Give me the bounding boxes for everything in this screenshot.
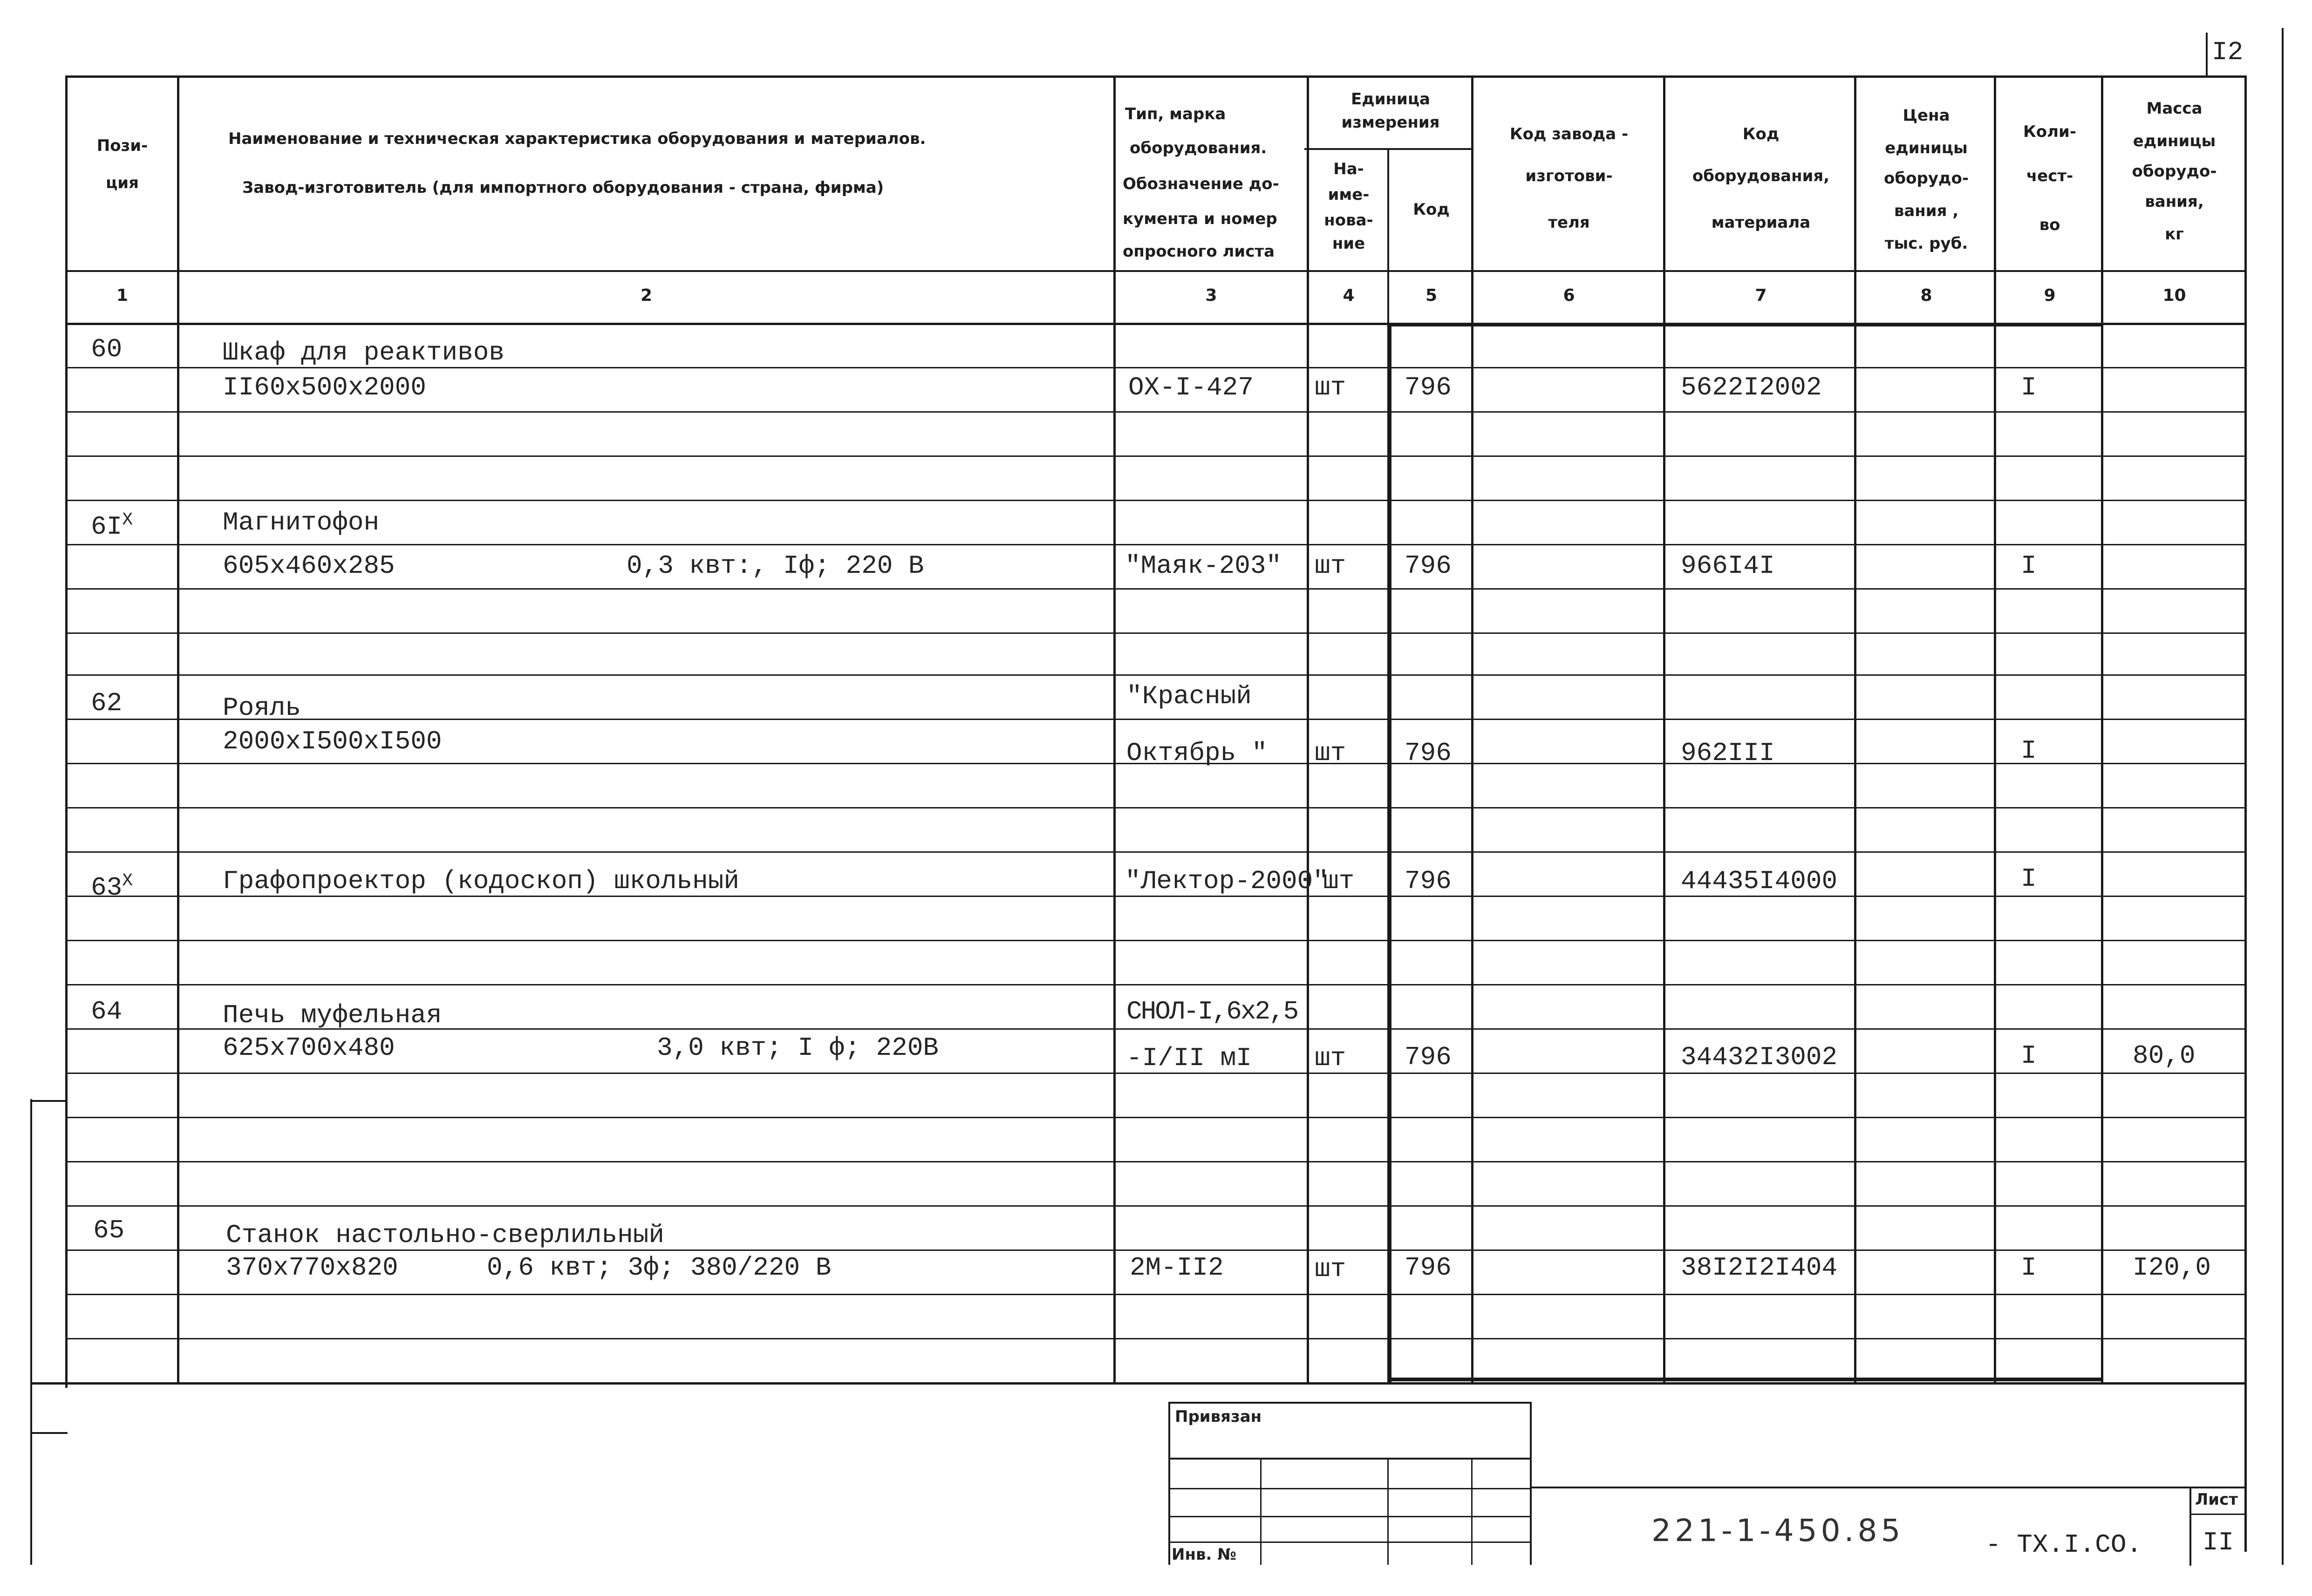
quantity: I	[2021, 864, 2037, 894]
table-bottom-border	[30, 1382, 2246, 1385]
row-line	[65, 1117, 2246, 1118]
unit-name: шт	[1315, 373, 1346, 402]
title-block-line	[1532, 1487, 2246, 1488]
col-num: 8	[1920, 286, 1932, 305]
quantity: I	[2021, 1253, 2037, 1283]
unit-code: 796	[1405, 738, 1452, 768]
col-line-3	[1307, 75, 1309, 1384]
document-code: - ТХ.I.СО.	[1985, 1530, 2142, 1560]
unit-code: 796	[1405, 866, 1452, 896]
quantity: I	[2021, 736, 2037, 766]
table-top-border	[65, 75, 2246, 78]
item-type: "Маяк-203"	[1125, 551, 1282, 581]
row-line	[65, 632, 2246, 634]
stamp-left	[1168, 1402, 1170, 1565]
item-power: 0,6 квт; 3ф; 380/220 В	[487, 1253, 832, 1283]
unit-name: шт	[1315, 1043, 1346, 1073]
row-line	[65, 1294, 2246, 1295]
item-name: Графопроектор (кодоскоп) школьный	[223, 866, 739, 896]
col-line-1	[177, 75, 179, 1384]
position: 64	[91, 997, 123, 1026]
header-bottom	[65, 270, 2246, 272]
item-name: Магнитофон	[223, 508, 380, 537]
hdr-type: Тип, марка	[1125, 105, 1226, 123]
equipment-code: 962III	[1681, 738, 1775, 768]
item-dimensions: 605x460x285	[223, 551, 395, 581]
item-power: 3,0 квт; I ф; 220В	[657, 1033, 939, 1063]
row-line	[65, 807, 2246, 808]
item-type: 2М-II2	[1130, 1253, 1224, 1283]
row-line	[65, 984, 2246, 985]
col-line-9	[2101, 75, 2103, 1384]
col-num: 9	[2044, 286, 2056, 305]
col-num: 5	[1425, 286, 1438, 305]
hdr-unit: Единица	[1351, 90, 1430, 109]
item-type-line2: Октябрь "	[1126, 738, 1268, 768]
unit-code: 796	[1405, 373, 1452, 402]
item-power: 0,3 квт:, Iф; 220 В	[627, 551, 924, 581]
row-line	[65, 1161, 2246, 1162]
equipment-code: 5622I2002	[1681, 373, 1822, 402]
col-num: 4	[1343, 286, 1355, 305]
item-dimensions: 370x770x820	[226, 1253, 398, 1283]
stamp-top	[1168, 1402, 1532, 1404]
row-line	[65, 674, 2246, 676]
corner-sheet-number: I2	[2212, 37, 2244, 67]
position: 65	[93, 1216, 125, 1245]
unit-code: 796	[1405, 551, 1452, 581]
margin-tick-1	[30, 1100, 68, 1102]
row-line	[65, 719, 2246, 720]
unit-code: 796	[1405, 1042, 1452, 1072]
table-left-border	[65, 75, 68, 1388]
corner-box-left	[2206, 33, 2208, 77]
item-type-line1: "Красный	[1126, 681, 1252, 711]
item-name: Шкаф для реактивов	[223, 338, 505, 367]
inventory-label: Инв. №	[1172, 1545, 1237, 1564]
import-mark: X	[122, 510, 133, 530]
stamp-line	[1168, 1542, 1532, 1543]
stamp-right	[1530, 1402, 1532, 1565]
quantity: I	[2021, 551, 2037, 581]
drawing-sheet: I2 Пози- ция Наименование и техническая характеристика оборудования и материалов. Завод-изготовитель (для импортного оборудования - страна, фирма) Тип, марка оборудования. Обозначение до- кумента и номер опросного листа Единица измерения На- име- нова- ние Код Код завода - изготови- теля Код оборудования, материала Цена единицы оборудо- вания , тыс. руб. Коли- чест- во Масса единицы оборудо- вания, кг 1 2 3 4 5 6 7 8 9 10 60 Шкаф для реактивов II60x500x2000 ОХ-I-427 шт 796 5622I2002 I $6I^X$ Магнитофон 605x460x285 0,3 квт:, Iф; 220 В "Маяк-203" шт 796 966I4I I 62 Рояль 2000xI500xI500 "Красный Октябрь " шт 796 962III I $63^X$ Графопроектор (кодоскоп) школьный "Лектор-2000" шт 796 44435I4000 I 64 Печь муфельная 625x700x480 3,0 квт; I ф; 220В СНОЛ-I,6x2,5 -I/II мI шт 796 34432I3002 I 80,0 65 Станок настольно-сверлильный 370x770x820 0,6 квт; 3ф; 380/220 В 2М-II2 шт 796 38I2I2I404 I I20,0 Привязан Инв. № 221-1-450.85 - ТХ.I.СО. Лист II	[0, 0, 2312, 1596]
row-line	[65, 851, 2246, 853]
stamp-line	[1168, 1458, 1532, 1460]
unit-name: шт	[1315, 738, 1346, 768]
item-type: "Лектор-2000"	[1125, 866, 1329, 896]
sheet-label: Лист	[2195, 1490, 2238, 1509]
row-line	[65, 411, 2246, 413]
equipment-code: 34432I3002	[1681, 1042, 1838, 1072]
col-line-5	[1471, 75, 1473, 1384]
col-num: 1	[116, 286, 129, 305]
stamp-col	[1260, 1458, 1262, 1565]
sheet-box-left	[2189, 1487, 2191, 1566]
item-dimensions: 625x700x480	[223, 1033, 395, 1063]
position: $6I^X$	[91, 510, 133, 542]
hdr-position: Пози-	[96, 136, 148, 155]
item-type-line1: СНОЛ-I,6x2,5	[1126, 997, 1298, 1026]
item-dimensions: 2000xI500xI500	[223, 727, 442, 756]
row-line	[65, 1338, 2246, 1339]
hdr-quantity: Коли-	[2023, 122, 2076, 141]
unit-name: шт	[1315, 1254, 1346, 1284]
import-mark: X	[122, 871, 133, 891]
unit-code: 796	[1405, 1253, 1452, 1283]
hdr-factory-code: Код завода -	[1509, 125, 1629, 143]
col-line-4-bold	[1389, 325, 1391, 1382]
stamp-line	[1168, 1516, 1532, 1517]
item-name: Станок настольно-сверлильный	[226, 1220, 664, 1250]
hdr-unit-code: Код	[1413, 200, 1450, 219]
hdr-price: Цена	[1903, 106, 1950, 125]
unit-name: шт	[1315, 551, 1346, 581]
stamp-col	[1471, 1458, 1473, 1565]
item-type: ОХ-I-427	[1128, 373, 1254, 402]
hdr-mass: Масса	[2146, 99, 2203, 118]
equipment-code: 966I4I	[1681, 551, 1775, 581]
col-line-2	[1113, 75, 1116, 1384]
left-margin-line	[30, 1099, 32, 1565]
item-name: Печь муфельная	[223, 1000, 442, 1030]
attached-label: Привязан	[1175, 1407, 1262, 1426]
col-line-7	[1854, 75, 1856, 1384]
sheet-outer-right-border	[2282, 28, 2284, 1565]
item-dimensions: II60x500x2000	[223, 373, 426, 402]
document-number: 221-1-450.85	[1651, 1513, 1904, 1548]
col-num: 2	[640, 286, 653, 305]
position: 62	[91, 688, 123, 718]
bold-box-bottom	[1389, 1378, 2103, 1381]
row-line	[65, 455, 2246, 457]
equipment-code: 44435I4000	[1681, 866, 1838, 896]
margin-tick-2	[30, 1432, 68, 1434]
item-type-line2: -I/II мI	[1126, 1043, 1252, 1073]
item-name: Рояль	[223, 693, 301, 723]
quantity: I	[2021, 1041, 2037, 1071]
position: 60	[91, 334, 123, 364]
position: $63^X$	[91, 871, 133, 903]
row-line	[65, 940, 2246, 941]
bold-box-top	[1389, 324, 2103, 326]
row-line	[65, 1205, 2246, 1207]
col-line-8	[1994, 75, 1996, 1384]
hdr-manufacturer: Завод-изготовитель (для импортного оборудования - страна, фирма)	[242, 178, 884, 197]
hdr-unit-name: На-	[1333, 160, 1364, 178]
sheet-box-line	[2189, 1514, 2246, 1515]
unit-name: шт	[1323, 866, 1355, 896]
equipment-code: 38I2I2I404	[1681, 1253, 1838, 1283]
stamp-line	[1168, 1488, 1532, 1489]
quantity: I	[2021, 373, 2037, 402]
sheet-number: II	[2203, 1528, 2234, 1557]
row-line	[65, 544, 2246, 545]
row-line	[65, 588, 2246, 590]
col-num: 10	[2162, 286, 2186, 305]
row-line	[65, 500, 2246, 501]
unit-mass: 80,0	[2133, 1041, 2196, 1071]
col-num: 6	[1563, 286, 1575, 305]
col-line-6	[1663, 75, 1665, 1384]
col-num: 3	[1205, 286, 1217, 305]
hdr-equipment-code: Код	[1742, 125, 1780, 143]
unit-mass: I20,0	[2133, 1253, 2211, 1283]
hdr-name: Наименование и техническая характеристика оборудования и материалов.	[228, 129, 926, 148]
col-num: 7	[1755, 286, 1767, 305]
stamp-col	[1387, 1458, 1389, 1565]
